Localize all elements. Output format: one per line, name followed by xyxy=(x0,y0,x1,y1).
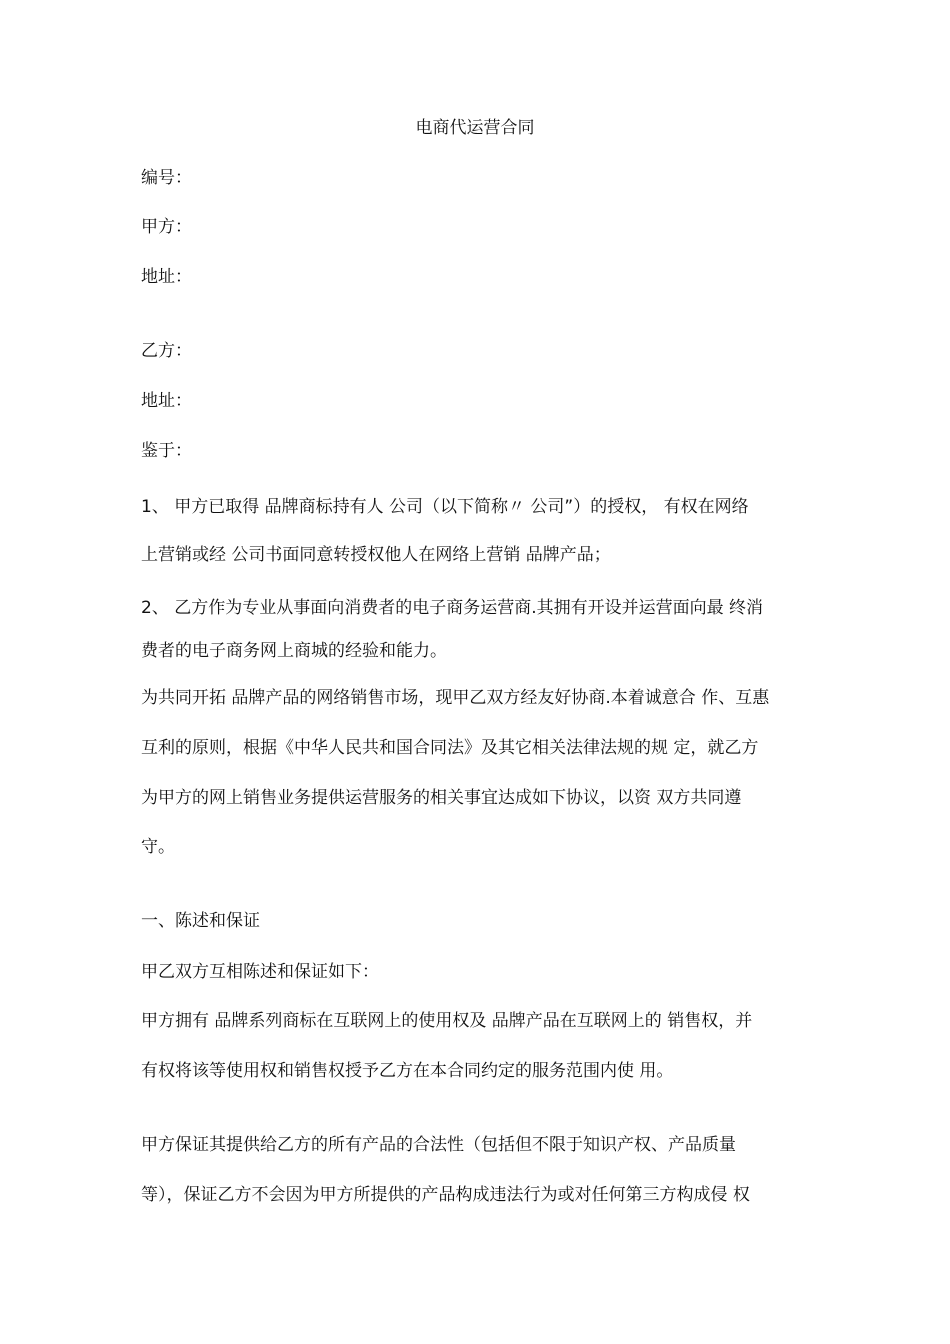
preamble-line-4: 守。 xyxy=(141,837,175,857)
section-1-para-2-line-2: 等），保证乙方不会因为甲方所提供的产品构成违法行为或对任何第三方构成侵 权 xyxy=(141,1185,750,1205)
section-1-para-1-line-2: 有权将该等使用权和销售权授予乙方在本合同约定的服务范围内使 用。 xyxy=(141,1061,674,1081)
whereas-item-2-line-2: 费者的电子商务网上商城的经验和能力。 xyxy=(141,641,447,661)
whereas-item-1-line-1: 1、 甲方已取得 品牌商标持有人 公司（以下简称〃 公司”）的授权， 有权在网络 xyxy=(141,497,749,517)
preamble-line-3: 为甲方的网上销售业务提供运营服务的相关事宜达成如下协议，以资 双方共同遵 xyxy=(141,788,742,808)
section-1-intro: 甲乙双方互相陈述和保证如下： xyxy=(141,962,379,982)
contract-number-label: 编号： xyxy=(141,168,192,188)
preamble-line-1: 为共同开拓 品牌产品的网络销售市场，现甲乙双方经友好协商.本着诚意合 作、互惠 xyxy=(141,688,770,708)
party-b-address-label: 地址： xyxy=(141,391,192,411)
whereas-label: 鉴于： xyxy=(141,441,192,461)
section-1-para-2-line-1: 甲方保证其提供给乙方的所有产品的合法性（包括但不限于知识产权、产品质量 xyxy=(141,1135,736,1155)
section-1-para-1-line-1: 甲方拥有 品牌系列商标在互联网上的使用权及 品牌产品在互联网上的 销售权，并 xyxy=(141,1011,753,1031)
party-a-address-label: 地址： xyxy=(141,267,192,287)
section-1-heading: 一、陈述和保证 xyxy=(141,911,260,931)
preamble-line-2: 互利的原则，根据《中华人民共和国合同法》及其它相关法律法规的规 定，就乙方 xyxy=(141,738,759,758)
whereas-item-2-line-1: 2、 乙方作为专业从事面向消费者的电子商务运营商.其拥有开设并运营面向最 终消 xyxy=(141,598,764,618)
party-a-label: 甲方： xyxy=(141,217,192,237)
document-title: 电商代运营合同 xyxy=(415,118,535,138)
whereas-item-1-line-2: 上营销或经 公司书面同意转授权他人在网络上营销 品牌产品； xyxy=(141,545,611,565)
party-b-label: 乙方： xyxy=(141,341,192,361)
